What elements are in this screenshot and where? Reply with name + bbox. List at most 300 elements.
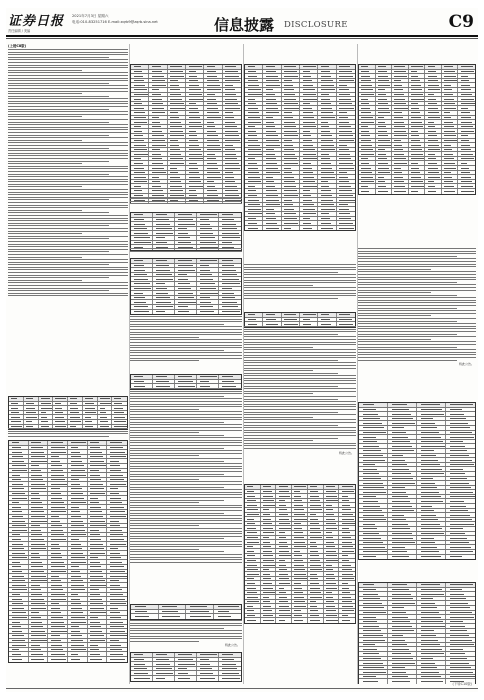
text-line <box>244 352 356 353</box>
table-cell <box>153 268 175 272</box>
table-cell <box>392 134 409 138</box>
text-line <box>358 331 476 332</box>
text-line <box>130 350 224 351</box>
text-line <box>130 505 242 506</box>
text-line <box>358 360 457 361</box>
table-cell <box>9 597 29 601</box>
table-cell <box>204 148 222 152</box>
table-cell <box>68 406 83 410</box>
text-line <box>130 479 199 480</box>
table-cell <box>245 102 263 106</box>
table-cell <box>9 464 29 468</box>
table-cell <box>425 171 442 175</box>
table-cell <box>446 638 475 642</box>
table-cell <box>48 441 68 445</box>
table-cell <box>292 503 308 507</box>
table-cell <box>359 643 388 647</box>
table-cell <box>446 611 475 615</box>
table-cell <box>149 152 167 156</box>
table-cell <box>339 485 355 489</box>
table-row <box>245 618 355 623</box>
table-cell <box>337 175 355 179</box>
text-line <box>244 267 356 268</box>
table-cell <box>392 152 409 156</box>
table-cell <box>131 125 149 129</box>
table-cell <box>204 74 222 78</box>
table-cell <box>9 415 24 419</box>
text-line <box>8 285 128 286</box>
table-cell <box>282 116 300 120</box>
table-cell <box>376 97 393 101</box>
table-cell <box>409 139 426 143</box>
table-cell <box>9 611 29 615</box>
table-cell <box>300 161 318 165</box>
text-line <box>130 641 199 642</box>
text-line <box>358 261 476 262</box>
text-line <box>244 334 338 335</box>
table-cell <box>388 513 417 517</box>
table-cell <box>153 282 175 286</box>
table-row <box>9 657 127 662</box>
table-cell <box>392 106 409 110</box>
text-line <box>130 201 242 202</box>
text-line <box>244 404 356 405</box>
table-cell <box>282 148 300 152</box>
text-line <box>358 313 476 314</box>
table-cell <box>392 70 409 74</box>
table-cell <box>223 189 241 193</box>
table-cell <box>339 513 355 517</box>
table-cell <box>300 313 318 317</box>
table-cell <box>204 171 222 175</box>
table-cell <box>68 533 88 537</box>
table-cell <box>131 157 149 161</box>
table-cell <box>263 226 281 231</box>
table-cell <box>153 676 175 681</box>
table-cell <box>107 639 127 643</box>
table-cell <box>245 143 263 147</box>
text-line <box>8 124 128 125</box>
table-cell <box>308 490 324 494</box>
table-cell <box>446 435 475 439</box>
table-cell <box>131 102 149 106</box>
table-cell <box>149 102 167 106</box>
table-cell <box>197 667 219 671</box>
table-cell <box>68 634 88 638</box>
text-line <box>130 406 242 407</box>
text-line <box>8 96 109 97</box>
text-line <box>358 277 476 278</box>
table-cell <box>409 175 426 179</box>
text-line <box>130 424 242 425</box>
table-cell <box>388 421 417 425</box>
table-cell <box>175 277 197 281</box>
table-cell <box>337 74 355 78</box>
table-cell <box>29 639 49 643</box>
table-cell <box>308 536 324 540</box>
table-cell <box>339 577 355 581</box>
table-cell <box>417 550 446 554</box>
table-cell <box>9 406 24 410</box>
table-cell <box>68 487 88 491</box>
editor-line: 责任编辑 / 美编 <box>8 29 31 33</box>
table-cell <box>417 435 446 439</box>
table-cell <box>29 620 49 624</box>
table-cell <box>263 148 281 152</box>
table-cell <box>68 537 88 541</box>
table-cell <box>417 545 446 549</box>
text-line <box>244 339 356 340</box>
table-cell <box>337 106 355 110</box>
table-cell <box>300 194 318 198</box>
text-line <box>358 347 457 348</box>
table-cell <box>68 639 88 643</box>
text-line <box>8 93 82 94</box>
table-cell <box>131 83 149 87</box>
table-cell <box>324 508 340 512</box>
table-cell <box>417 431 446 435</box>
table-cell <box>48 616 68 620</box>
table-cell <box>24 411 39 415</box>
text-line <box>244 391 356 392</box>
table-cell <box>388 615 417 619</box>
table-cell <box>282 93 300 97</box>
table-cell <box>359 440 388 444</box>
table-cell <box>276 586 292 590</box>
table-cell <box>263 65 281 69</box>
table-cell <box>219 213 241 217</box>
text-line <box>244 370 313 371</box>
table-cell <box>131 148 149 152</box>
table-cell <box>88 657 108 662</box>
table-cell <box>48 634 68 638</box>
table-cell <box>88 524 108 528</box>
table-cell <box>175 241 197 245</box>
table-cell <box>48 505 68 509</box>
table-cell <box>107 574 127 578</box>
table-cell <box>107 634 127 638</box>
text-line <box>130 525 199 526</box>
text-line <box>8 275 128 276</box>
table-cell <box>245 189 263 193</box>
table-cell <box>245 586 261 590</box>
table-cell <box>417 541 446 545</box>
table-cell <box>282 175 300 179</box>
table-cell <box>318 79 336 83</box>
table-cell <box>263 129 281 133</box>
table-cell <box>83 406 98 410</box>
table-cell <box>186 129 204 133</box>
table-cell <box>359 134 376 138</box>
table-cell <box>245 157 263 161</box>
table-cell <box>458 70 475 74</box>
table-cell <box>442 171 459 175</box>
text-line <box>130 630 242 631</box>
table-cell <box>48 450 68 454</box>
text-line <box>244 432 356 433</box>
table-cell <box>359 513 388 517</box>
table-cell <box>324 549 340 553</box>
table-cell <box>149 111 167 115</box>
table-cell <box>417 675 446 679</box>
column-4 <box>358 44 476 684</box>
text-line <box>244 355 356 356</box>
table-cell <box>261 508 277 512</box>
table-cell <box>88 560 108 564</box>
table-cell <box>388 634 417 638</box>
table-cell <box>29 574 49 578</box>
table-cell <box>131 671 153 675</box>
table-cell <box>88 519 108 523</box>
table-cell <box>186 148 204 152</box>
table-cell <box>359 629 388 633</box>
table-cell <box>425 65 442 69</box>
table-cell <box>29 446 49 450</box>
table-cell <box>417 592 446 596</box>
table-cell <box>245 106 263 110</box>
table-cell <box>261 609 277 613</box>
table-cell <box>417 408 446 412</box>
table-cell <box>131 111 149 115</box>
text-line <box>8 231 128 232</box>
table-cell <box>388 588 417 592</box>
table-cell <box>149 65 167 69</box>
table-cell <box>276 600 292 604</box>
table-cell <box>417 504 446 508</box>
text-line <box>244 342 356 343</box>
table-cell <box>88 478 108 482</box>
text-line <box>130 463 242 464</box>
table-cell <box>98 397 113 401</box>
table-cell <box>149 175 167 179</box>
table-cell <box>261 490 277 494</box>
table-cell <box>417 670 446 674</box>
table-cell <box>131 614 159 619</box>
table-cell <box>392 157 409 161</box>
table-cell <box>417 518 446 522</box>
table-cell <box>204 166 222 170</box>
table-cell <box>223 166 241 170</box>
text-line <box>244 326 356 327</box>
table-cell <box>388 601 417 605</box>
table-cell <box>186 74 204 78</box>
table-cell <box>300 70 318 74</box>
table-cell <box>359 647 388 651</box>
table-cell <box>204 194 222 198</box>
table-cell <box>149 116 167 120</box>
text-line <box>130 536 242 537</box>
table-cell <box>337 148 355 152</box>
table-cell <box>48 611 68 615</box>
table-cell <box>175 310 197 315</box>
table-cell <box>48 602 68 606</box>
table-cell <box>223 106 241 110</box>
table-cell <box>197 380 219 384</box>
text-line <box>244 396 356 397</box>
table-cell <box>9 519 29 523</box>
text-line <box>8 246 128 247</box>
text-line <box>130 557 242 558</box>
table-cell <box>83 411 98 415</box>
table-cell <box>388 652 417 656</box>
table-cell <box>107 593 127 597</box>
table-cell <box>359 148 376 152</box>
table-cell <box>48 519 68 523</box>
table-cell <box>261 563 277 567</box>
table-cell <box>53 397 68 401</box>
table-cell <box>417 440 446 444</box>
table-cell <box>131 65 149 69</box>
data-table <box>130 64 242 204</box>
table-cell <box>388 592 417 596</box>
table-cell <box>359 161 376 165</box>
table-cell <box>318 139 336 143</box>
table-cell <box>417 454 446 458</box>
table-cell <box>337 125 355 129</box>
table-cell <box>153 259 175 263</box>
table-cell <box>417 638 446 642</box>
text-line <box>244 274 356 275</box>
table-cell <box>300 212 318 216</box>
table-cell <box>29 551 49 555</box>
table-cell <box>68 570 88 574</box>
text-line <box>358 357 476 358</box>
text-line <box>358 295 457 296</box>
table-cell <box>175 218 197 222</box>
table-cell <box>359 666 388 670</box>
table-cell <box>446 675 475 679</box>
table-cell <box>9 542 29 546</box>
table-cell <box>245 577 261 581</box>
table-cell <box>131 171 149 175</box>
table-cell <box>417 629 446 633</box>
table-cell <box>282 221 300 225</box>
table-cell <box>88 496 108 500</box>
text-line <box>8 205 128 206</box>
table-cell <box>168 125 186 129</box>
table-cell <box>337 152 355 156</box>
issue-date: 2021年7月3日 星期六 <box>72 14 109 18</box>
table-cell <box>263 79 281 83</box>
table-cell <box>39 415 54 419</box>
table-cell <box>446 652 475 656</box>
table-cell <box>339 609 355 613</box>
table-cell <box>68 515 88 519</box>
table-cell <box>324 604 340 608</box>
text-line <box>358 274 476 275</box>
table-cell <box>131 268 153 272</box>
text-line <box>130 476 242 477</box>
table-row <box>245 226 355 231</box>
table-cell <box>131 259 153 263</box>
table-cell <box>48 625 68 629</box>
table-cell <box>261 604 277 608</box>
table-cell <box>282 171 300 175</box>
text-line <box>130 559 242 560</box>
table-row <box>131 614 241 619</box>
table-cell <box>417 647 446 651</box>
table-cell <box>107 611 127 615</box>
table-cell <box>442 106 459 110</box>
table-cell <box>446 426 475 430</box>
text-line <box>8 293 128 294</box>
table-cell <box>300 166 318 170</box>
table-cell <box>175 213 197 217</box>
text-line <box>130 461 224 462</box>
text-line <box>8 70 82 71</box>
table-cell <box>359 615 388 619</box>
text-line <box>244 412 338 413</box>
table-cell <box>359 83 376 87</box>
table-cell <box>359 624 388 628</box>
text-line <box>8 88 128 89</box>
table-cell <box>245 536 261 540</box>
table-cell <box>9 652 29 656</box>
table-cell <box>376 166 393 170</box>
table-cell <box>417 481 446 485</box>
table-cell <box>168 102 186 106</box>
text-line <box>358 258 476 259</box>
table-cell <box>300 171 318 175</box>
table-cell <box>392 102 409 106</box>
table-cell <box>376 120 393 124</box>
table-cell <box>131 231 153 235</box>
table-cell <box>223 152 241 156</box>
table-cell <box>107 515 127 519</box>
table-cell <box>68 602 88 606</box>
text-line <box>358 334 457 335</box>
table-cell <box>149 180 167 184</box>
table-cell <box>446 417 475 421</box>
table-cell <box>446 634 475 638</box>
table-cell <box>324 609 340 613</box>
table-cell <box>282 102 300 106</box>
table-cell <box>392 125 409 129</box>
table-cell <box>88 455 108 459</box>
table-cell <box>263 184 281 188</box>
table-cell <box>245 129 263 133</box>
table-cell <box>276 581 292 585</box>
text-line <box>8 254 128 255</box>
table-cell <box>149 143 167 147</box>
table-cell <box>425 70 442 74</box>
table-cell <box>204 65 222 69</box>
table-cell <box>409 180 426 184</box>
table-cell <box>442 74 459 78</box>
table-cell <box>337 93 355 97</box>
text-line <box>244 344 356 345</box>
table-cell <box>276 540 292 544</box>
table-cell <box>261 572 277 576</box>
table-cell <box>392 88 409 92</box>
table-cell <box>263 93 281 97</box>
text-line <box>244 422 356 423</box>
text-line <box>8 59 128 60</box>
table-cell <box>88 574 108 578</box>
table-cell <box>308 618 324 623</box>
table-cell <box>153 380 175 384</box>
table-cell <box>318 157 336 161</box>
table-cell <box>107 446 127 450</box>
table-cell <box>376 125 393 129</box>
table-cell <box>204 120 222 124</box>
text-line <box>358 284 476 285</box>
table-cell <box>417 661 446 665</box>
table-cell <box>39 397 54 401</box>
table-cell <box>318 189 336 193</box>
text-line <box>8 65 128 66</box>
text-line <box>8 181 128 182</box>
